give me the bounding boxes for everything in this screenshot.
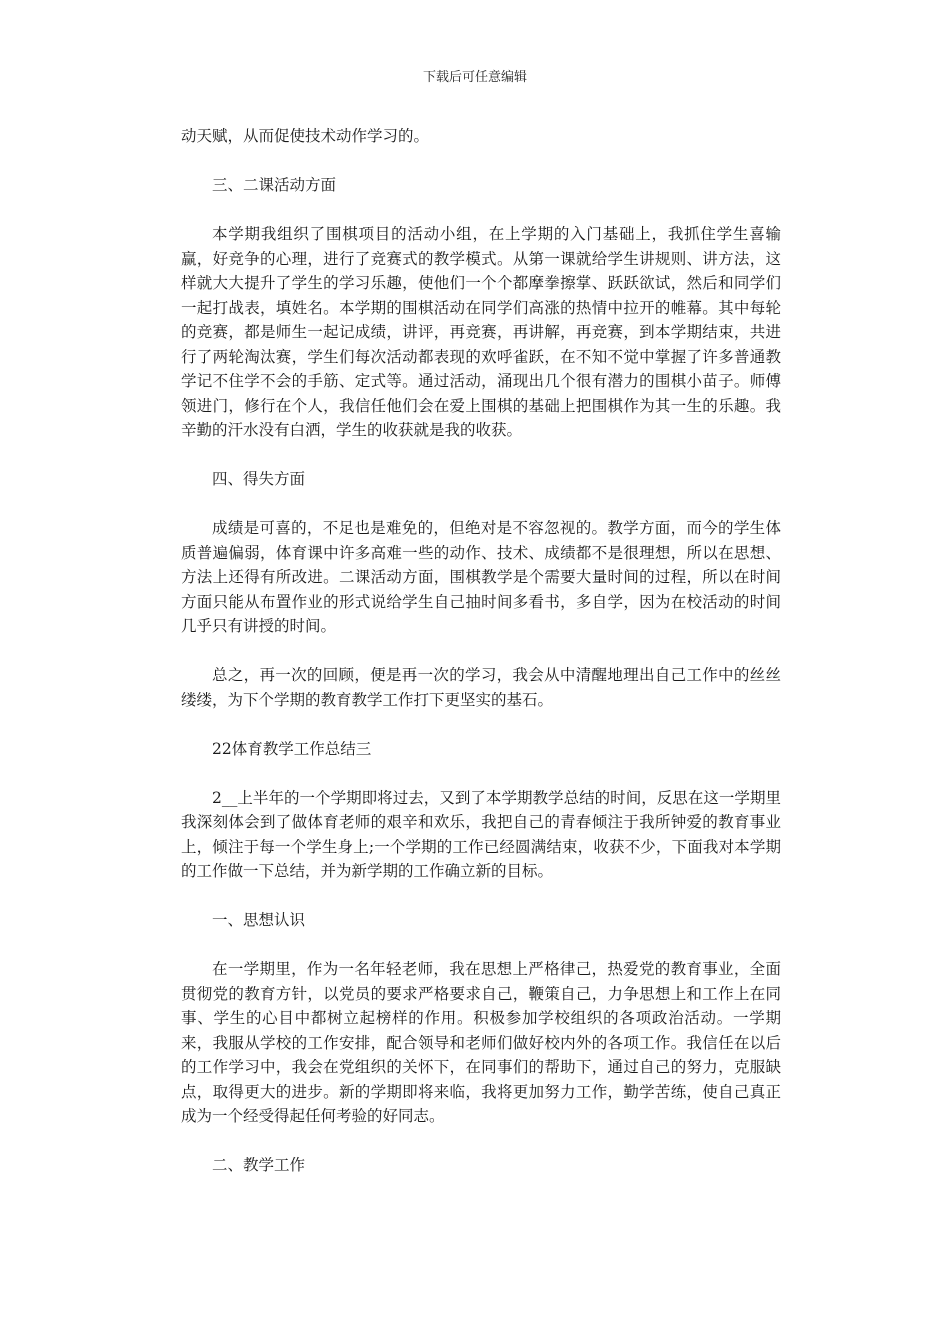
section-heading-3: 三、二课活动方面: [212, 176, 337, 194]
paragraph-go-activities: 本学期我组织了围棋项目的活动小组，在上学期的入门基础上，我抓住学生喜输赢，好竞争的心理，进行了竞赛式的教学模式。从第一课就给学生讲规则、讲方法，这样就大大提升了学生的学习乐趣，使他们一个个都摩拳擦掌、跃跃欲试，然后和同学们一起打战表，填姓名。本学期的围棋活动在同学们高涨的热情中拉开的帷幕。其中每轮的竞赛，都是师生一起记成绩，讲评，再竞赛，再讲解，再竞赛，到本学期结束，共进行了两轮淘汰赛，学生们每次活动都表现的欢呼雀跃，在不知不觉中掌握了许多普通教学记不住学不会的手筋、定式等。通过活动，涌现出几个很有潜力的围棋小苗子。师傅领进门，修行在个人，我信任他们会在爱上围棋的基础上把围棋作为其一生的乐趣。我辛勤的汗水没有白洒，学生的收获就是我的收获。: [181, 225, 781, 439]
paragraph-continuation: 动天赋，从而促使技术动作学习的。: [181, 127, 430, 145]
section-heading-1: 一、思想认识: [212, 911, 306, 929]
section-heading-2: 二、教学工作: [212, 1156, 306, 1174]
paragraph-intro: 2__上半年的一个学期即将过去，又到了本学期教学总结的时间，反思在这一学期里我深刻体会到了做体育老师的艰辛和欢乐，我把自己的青春倾注于我所钟爱的教育事业上，倾注于每一个学生身上;一个学期的工作已经圆满结束，收获不少，下面我对本学期的工作做一下总结，并为新学期的工作确立新的目标。: [181, 788, 781, 880]
paragraph-thinking: 在一学期里，作为一名年轻老师，我在思想上严格律己，热爱党的教育事业，全面贯彻党的教育方针，以党员的要求严格要求自己，鞭策自己，力争思想上和工作上在同事、学生的心目中都树立起榜样的作用。积极参加学校组织的各项政治活动。一学期来，我服从学校的工作安排，配合领导和老师们做好校内外的各项工作。我信任在以后的工作学习中，我会在党组织的关怀下，在同事们的帮助下，通过自己的努力，克服缺点，取得更大的进步。新的学期即将来临，我将更加努力工作，勤学苦练，使自己真正成为一个经受得起任何考验的好同志。: [181, 960, 781, 1125]
paragraph-conclusion: 总之，再一次的回顾，便是再一次的学习，我会从中清醒地理出自己工作中的丝丝缕缕，为下个学期的教育教学工作打下更坚实的基石。: [181, 666, 781, 709]
page-header: 下载后可任意编辑: [422, 70, 527, 85]
document-body: [181, 124, 781, 1202]
paragraph-gains-losses: 成绩是可喜的，不足也是难免的，但绝对是不容忽视的。教学方面，而今的学生体质普遍偏弱，体育课中许多高难一些的动作、技术、成绩都不是很理想，所以在思想、方法上还得有所改进。二课活动方面，围棋教学是个需要大量时间的过程，所以在时间方面只能从布置作业的形式说给学生自己抽时间多看书，多自学，因为在校活动的时间几乎只有讲授的时间。: [181, 519, 781, 635]
section-heading-4: 四、得失方面: [212, 470, 306, 488]
document-title-3: 22体育教学工作总结三: [212, 739, 372, 758]
